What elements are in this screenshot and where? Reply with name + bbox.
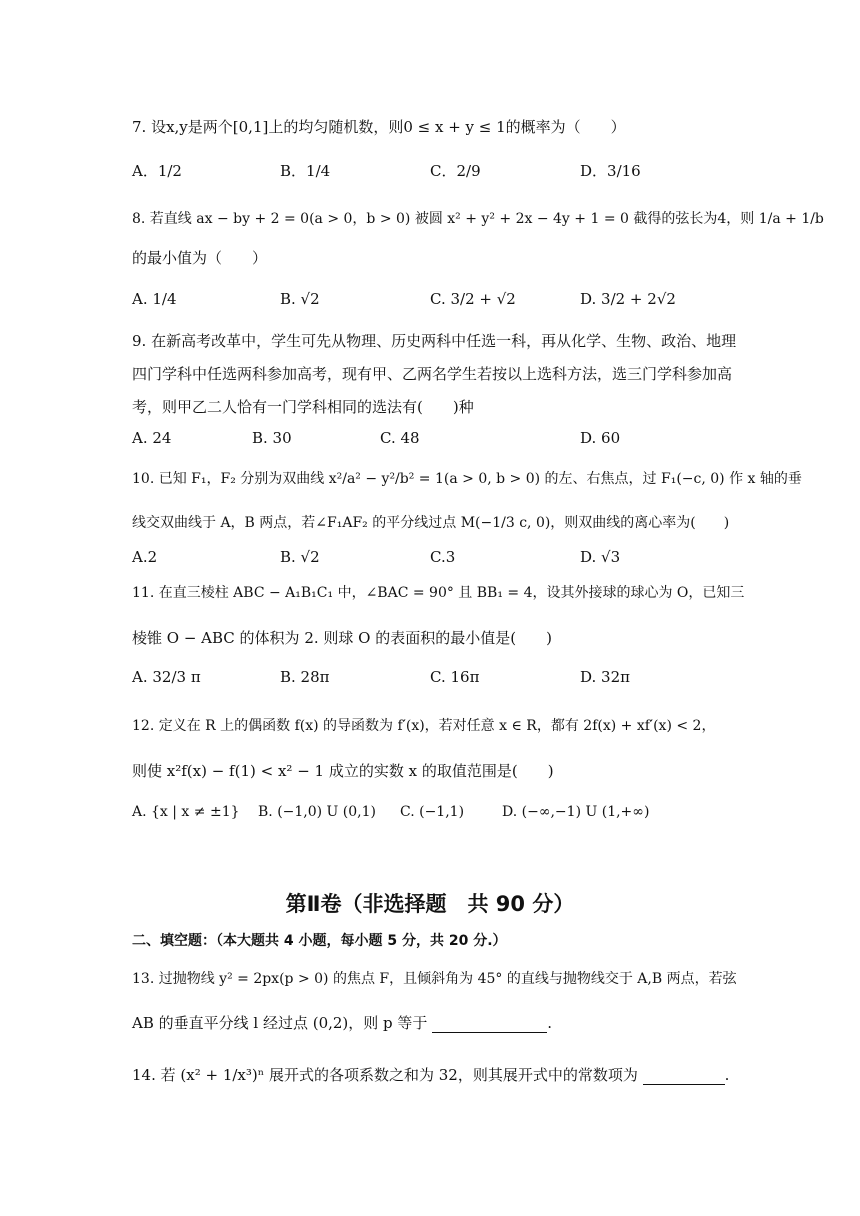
question-10-stem-line1: 10. 已知 F₁，F₂ 分别为双曲线 x²/a² − y²/b² = 1(a > 0, b > 0) 的左、右焦点，过 F₁(−c, 0) 作 x 轴的垂 bbox=[132, 471, 802, 487]
q14-answer-blank[interactable] bbox=[643, 1070, 725, 1085]
q9-option-b: B. 30 bbox=[252, 429, 292, 447]
q9-option-c: C. 48 bbox=[380, 429, 420, 447]
section-2-heading: 二、填空题：（本大题共 4 小题，每小题 5 分，共 20 分.） bbox=[132, 933, 507, 949]
q11-option-b: B. 28π bbox=[280, 668, 330, 686]
q12-option-a: A. {x | x ≠ ±1} bbox=[132, 804, 240, 820]
q10-option-c: C.3 bbox=[430, 548, 456, 566]
q14-stem-text: 14. 若 (x² + 1/x³)ⁿ 展开式的各项系数之和为 32，则其展开式中的常数项为 bbox=[132, 1066, 638, 1084]
question-11-stem-line2: 棱锥 O − ABC 的体积为 2. 则球 O 的表面积的最小值是( ) bbox=[132, 629, 552, 647]
question-9-stem-line2: 四门学科中任选两科参加高考，现有甲、乙两名学生若按以上选科方法，选三门学科参加高 bbox=[132, 365, 733, 383]
question-7-stem: 7. 设x,y是两个[0,1]上的均匀随机数，则0 ≤ x + y ≤ 1的概率为（ ） bbox=[132, 118, 626, 136]
q9-option-d: D. 60 bbox=[580, 429, 621, 447]
q13-answer-blank[interactable] bbox=[432, 1018, 547, 1033]
q7-option-b: B．1/4 bbox=[280, 162, 331, 180]
q9-option-a: A. 24 bbox=[132, 429, 172, 447]
q13-end-period: . bbox=[547, 1014, 552, 1032]
q7-option-a: A．1/2 bbox=[132, 162, 182, 180]
q8-option-d: D. 3/2 + 2√2 bbox=[580, 290, 676, 308]
q11-option-a: A. 32/3 π bbox=[132, 668, 201, 686]
q14-end-period: . bbox=[724, 1066, 730, 1084]
question-10-stem-line2: 线交双曲线于 A，B 两点，若∠F₁AF₂ 的平分线过点 M(−1/3 c, 0)，则双曲线的离心率为( ) bbox=[132, 515, 730, 531]
q12-option-c: C. (−1,1) bbox=[400, 804, 465, 820]
question-13-stem-line1: 13. 过抛物线 y² = 2px(p > 0) 的焦点 F，且倾斜角为 45° 的直线与抛物线交于 A,B 两点，若弦 bbox=[132, 971, 737, 987]
question-9-stem-line1: 9. 在新高考改革中，学生可先从物理、历史两科中任选一科，再从化学、生物、政治、地理 bbox=[132, 332, 737, 350]
q11-option-c: C. 16π bbox=[430, 668, 480, 686]
q12-option-b: B. (−1,0) U (0,1) bbox=[258, 804, 376, 820]
question-14-stem bbox=[132, 1064, 729, 1085]
q11-option-d: D. 32π bbox=[580, 668, 630, 686]
q12-option-d: D. (−∞,−1) U (1,+∞) bbox=[502, 804, 650, 820]
question-13-stem-line2 bbox=[132, 1012, 552, 1033]
q8-option-b: B. √2 bbox=[280, 290, 320, 308]
q7-option-c: C．2/9 bbox=[430, 162, 481, 180]
question-9-stem-line3: 考，则甲乙二人恰有一门学科相同的选法有( )种 bbox=[132, 398, 474, 416]
part-2-title: 第Ⅱ卷（非选择题 共 90 分） bbox=[285, 892, 575, 916]
question-8-stem-line2: 的最小值为（ ） bbox=[132, 249, 268, 267]
q10-option-a: A.2 bbox=[132, 548, 158, 566]
q10-option-b: B. √2 bbox=[280, 548, 320, 566]
q10-option-d: D. √3 bbox=[580, 548, 621, 566]
question-11-stem-line1: 11. 在直三棱柱 ABC − A₁B₁C₁ 中，∠BAC = 90° 且 BB₁ = 4，设其外接球的球心为 O，已知三 bbox=[132, 585, 745, 601]
q13-stem-text: AB 的垂直平分线 l 经过点 (0,2)，则 p 等于 bbox=[132, 1014, 428, 1032]
q7-option-d: D．3/16 bbox=[580, 162, 641, 180]
q8-option-a: A. 1/4 bbox=[132, 290, 177, 308]
q8-option-c: C. 3/2 + √2 bbox=[430, 290, 516, 308]
question-12-stem-line1: 12. 定义在 R 上的偶函数 f(x) 的导函数为 f′(x)，若对任意 x ∈ R，都有 2f(x) + xf′(x) < 2， bbox=[132, 718, 716, 734]
question-12-stem-line2: 则使 x²f(x) − f(1) < x² − 1 成立的实数 x 的取值范围是( ) bbox=[132, 762, 554, 780]
question-8-stem-line1: 8. 若直线 ax − by + 2 = 0(a > 0，b > 0) 被圆 x² + y² + 2x − 4y + 1 = 0 截得的弦长为4，则 1/a + 1/b bbox=[132, 211, 824, 227]
